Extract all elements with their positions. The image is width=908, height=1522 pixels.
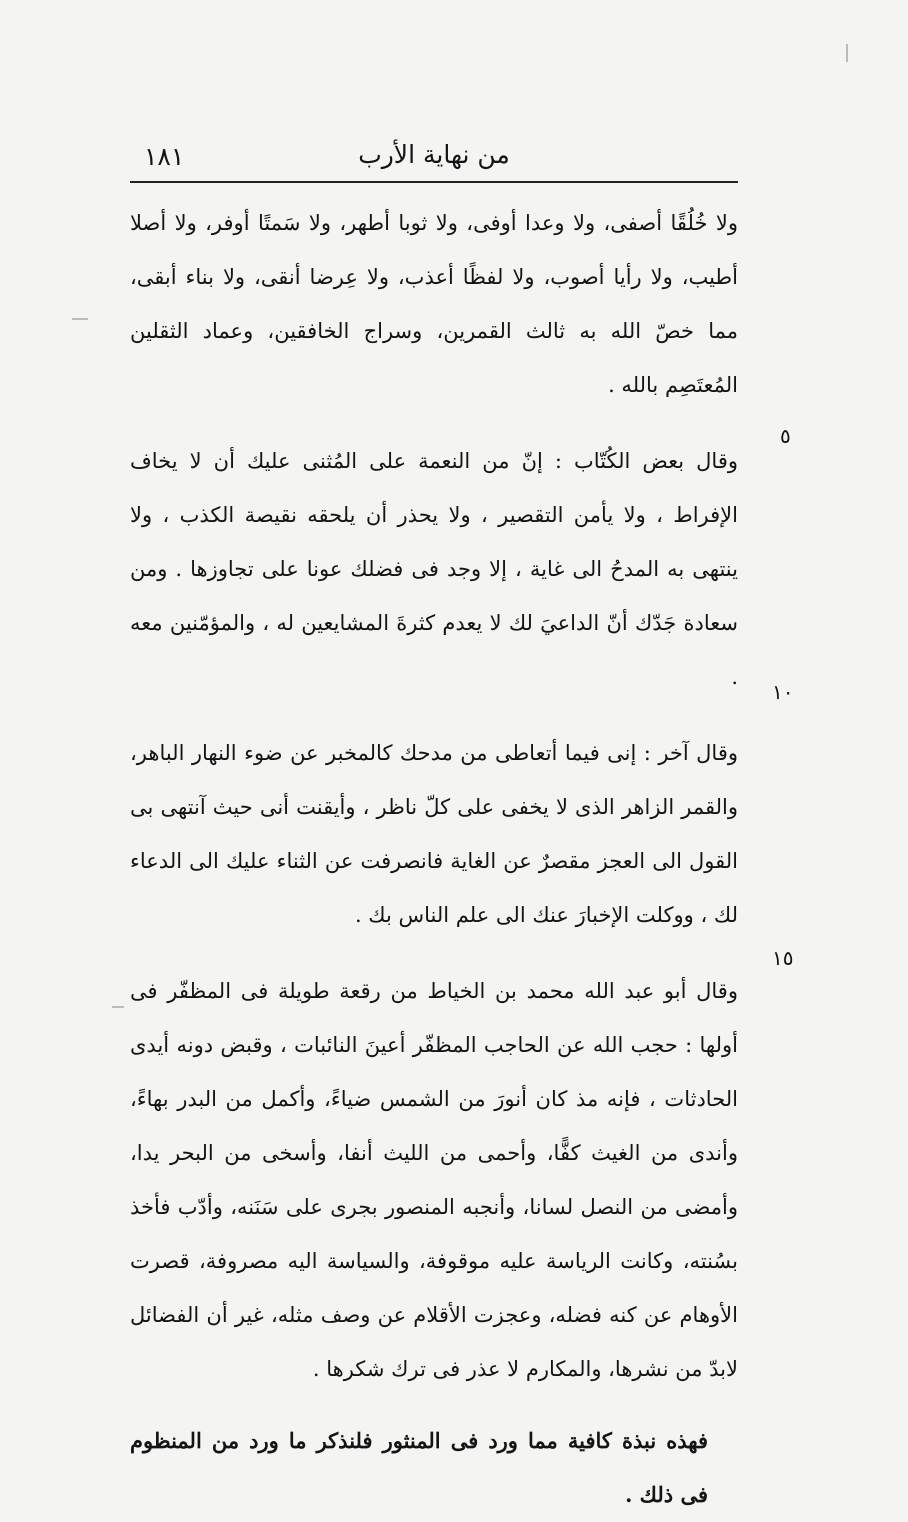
scan-speck [72,318,88,320]
line-number-5: ٥ [780,424,791,448]
scan-speck [846,44,848,62]
paragraph-1: ولا خُلُقًا أصفى، ولا وعدا أوفى، ولا ثوبا أطهر، ولا سَمتًا أوفر، ولا أصلا أطيب، ولا رأيا أصوب، ولا لفظًا أعذب، ولا عِرضا أنقى، ولا بناء أبقى، مما خصّ الله به ثالث القمرين، وسراج الخافقين، وعماد الثقلين المُعتَصِم بالله . [130,211,738,397]
paragraph-5: فهذه نبذة كافية مما ورد فى المنثور فلنذكر ما ورد من المنظوم فى ذلك . [130,1428,709,1507]
header-rule [130,181,738,183]
scan-speck [112,1006,124,1008]
running-title: من نهاية الأرب [358,140,510,169]
body-text [130,196,738,1522]
line-number-10: ١٠ [772,680,794,704]
page-number: ١٨١ [144,142,185,171]
line-number-15: ١٥ [772,946,794,970]
paragraph-4: وقال أبو عبد الله محمد بن الخياط من رقعة طويلة فى المظفّر فى أولها : حجب الله عن الحاجب المظفّر أعينَ النائبات ، وقبض دونه أيدى الحادثات ، فإنه مذ كان أنورَ من الشمس ضياءً، وأكمل من البدر بهاءً، وأندى من الغيث كفًّا، وأحمى من الليث أنفا، وأسخى من البحر يدا، وأمضى من النصل لسانا، وأنجبه المنصور بجرى على سَنَنه، وأدّب فأخذ بسُنته، وكانت الرياسة عليه موقوفة، والسياسة اليه مصروفة، قصرت الأوهام عن كنه فضله، وعجزت الأقلام عن وصف مثله، غير أن الفضائل لابدّ من نشرها، والمكارم لا عذر فى ترك شكرها . [130,979,738,1381]
page-header [130,140,738,176]
paragraph-2: وقال بعض الكُتّاب : إنّ من النعمة على المُثنى عليك أن لا يخاف الإفراط ، ولا يأمن التقصير ، ولا يحذر أن يلحقه نقيصة الكذب ، ولا ينتهى به المدحُ الى غاية ، إلا وجد فى فضلك عونا على تجاوزها . ومن سعادة جَدّك أنّ الداعيَ لك لا يعدم كثرةَ المشايعين له ، والمؤمّنين معه . [130,449,738,689]
paragraph-3: وقال آخر : إنى فيما أتعاطى من مدحك كالمخبر عن ضوء النهار الباهر، والقمر الزاهر الذى لا يخفى على كلّ ناظر ، وأيقنت أنى حيث آنتهى بى القول الى العجز مقصرٌ عن الغاية فانصرفت عن الثناء عليك الى الدعاء لك ، ووكلت الإخبارَ عنك الى علم الناس بك . [130,741,738,927]
